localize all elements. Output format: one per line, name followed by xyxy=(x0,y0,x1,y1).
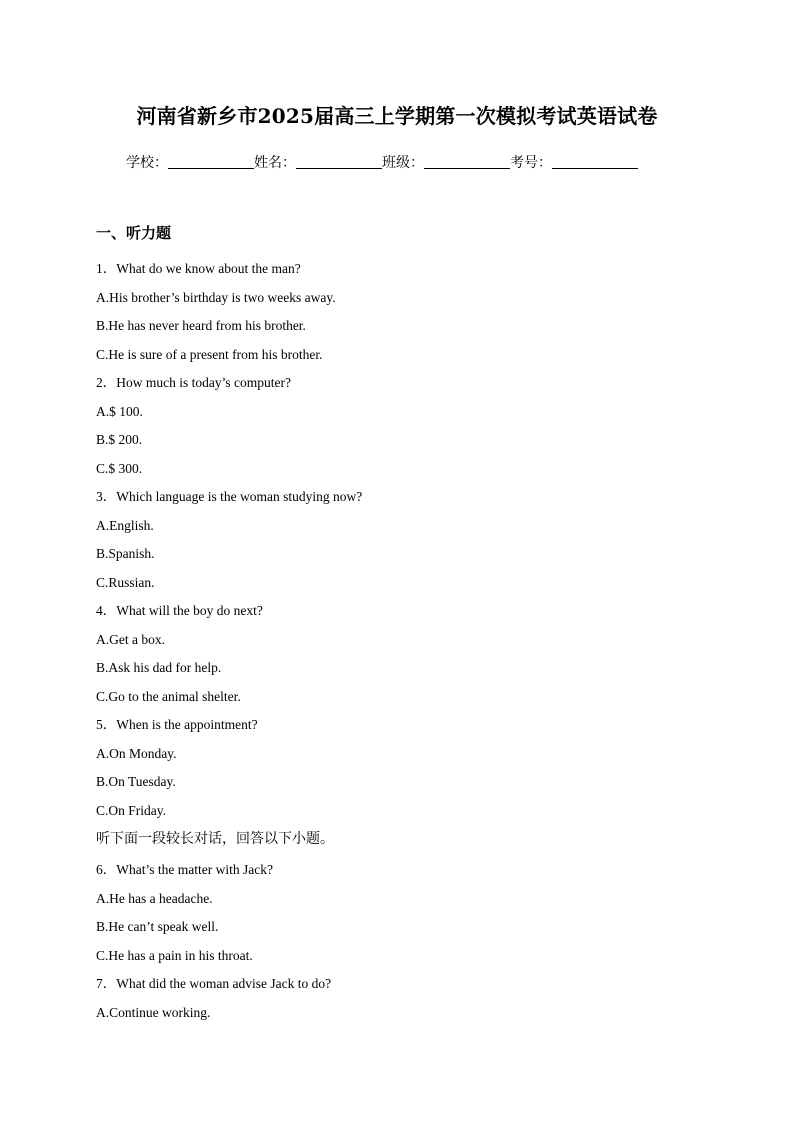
question-text: 7．What did the woman advise Jack to do? xyxy=(96,976,332,991)
name-label: 姓名： xyxy=(254,155,296,171)
question-text: 6．What’s the matter with Jack? xyxy=(96,862,273,877)
option-text: B.On Tuesday. xyxy=(96,774,176,789)
question-list xyxy=(96,258,716,1030)
option-text: B.Spanish. xyxy=(96,546,155,561)
option-text: B.He can’t speak well. xyxy=(96,919,219,934)
option-text: A.On Monday. xyxy=(96,745,177,761)
number-blank xyxy=(552,167,638,169)
option-text: C.Go to the animal shelter. xyxy=(96,688,241,704)
option-text: C.He is sure of a present from his brother. xyxy=(96,346,323,362)
school-label: 学校： xyxy=(126,155,168,171)
option-text: B.$ 200. xyxy=(96,432,143,447)
option-text: B.He has never heard from his brother. xyxy=(96,318,306,333)
option-text: C.$ 300. xyxy=(96,460,143,476)
page-title: 河南省新乡市2025届高三上学期第一次模拟考试英语试卷 xyxy=(136,104,658,128)
option-text: A.He has a headache. xyxy=(96,890,213,906)
student-info-row xyxy=(126,152,686,172)
option-text: A.Continue working. xyxy=(96,1004,211,1020)
option-text: C.He has a pain in his throat. xyxy=(96,947,253,963)
class-blank xyxy=(424,167,510,169)
class-label: 班级： xyxy=(382,155,424,171)
option-text: A.His brother’s birthday is two weeks away. xyxy=(96,289,336,305)
question-text: 3．Which language is the woman studying now? xyxy=(96,489,363,504)
option-text: C.Russian. xyxy=(96,574,155,590)
option-text: B.Ask his dad for help. xyxy=(96,660,222,675)
option-text: A.English. xyxy=(96,517,154,533)
number-label: 考号： xyxy=(510,155,552,171)
question-text: 2．How much is today’s computer? xyxy=(96,375,291,390)
question-text: 4．What will the boy do next? xyxy=(96,603,263,618)
section-title: 一、听力题 xyxy=(96,224,172,242)
instruction-note: 听下面一段较长对话，回答以下小题。 xyxy=(96,831,334,847)
option-text: A.Get a box. xyxy=(96,631,165,647)
option-text: A.$ 100. xyxy=(96,403,143,419)
question-text: 5．When is the appointment? xyxy=(96,717,258,732)
school-blank xyxy=(168,167,254,169)
name-blank xyxy=(296,167,382,169)
question-text: 1．What do we know about the man? xyxy=(96,261,301,276)
option-text: C.On Friday. xyxy=(96,802,166,818)
